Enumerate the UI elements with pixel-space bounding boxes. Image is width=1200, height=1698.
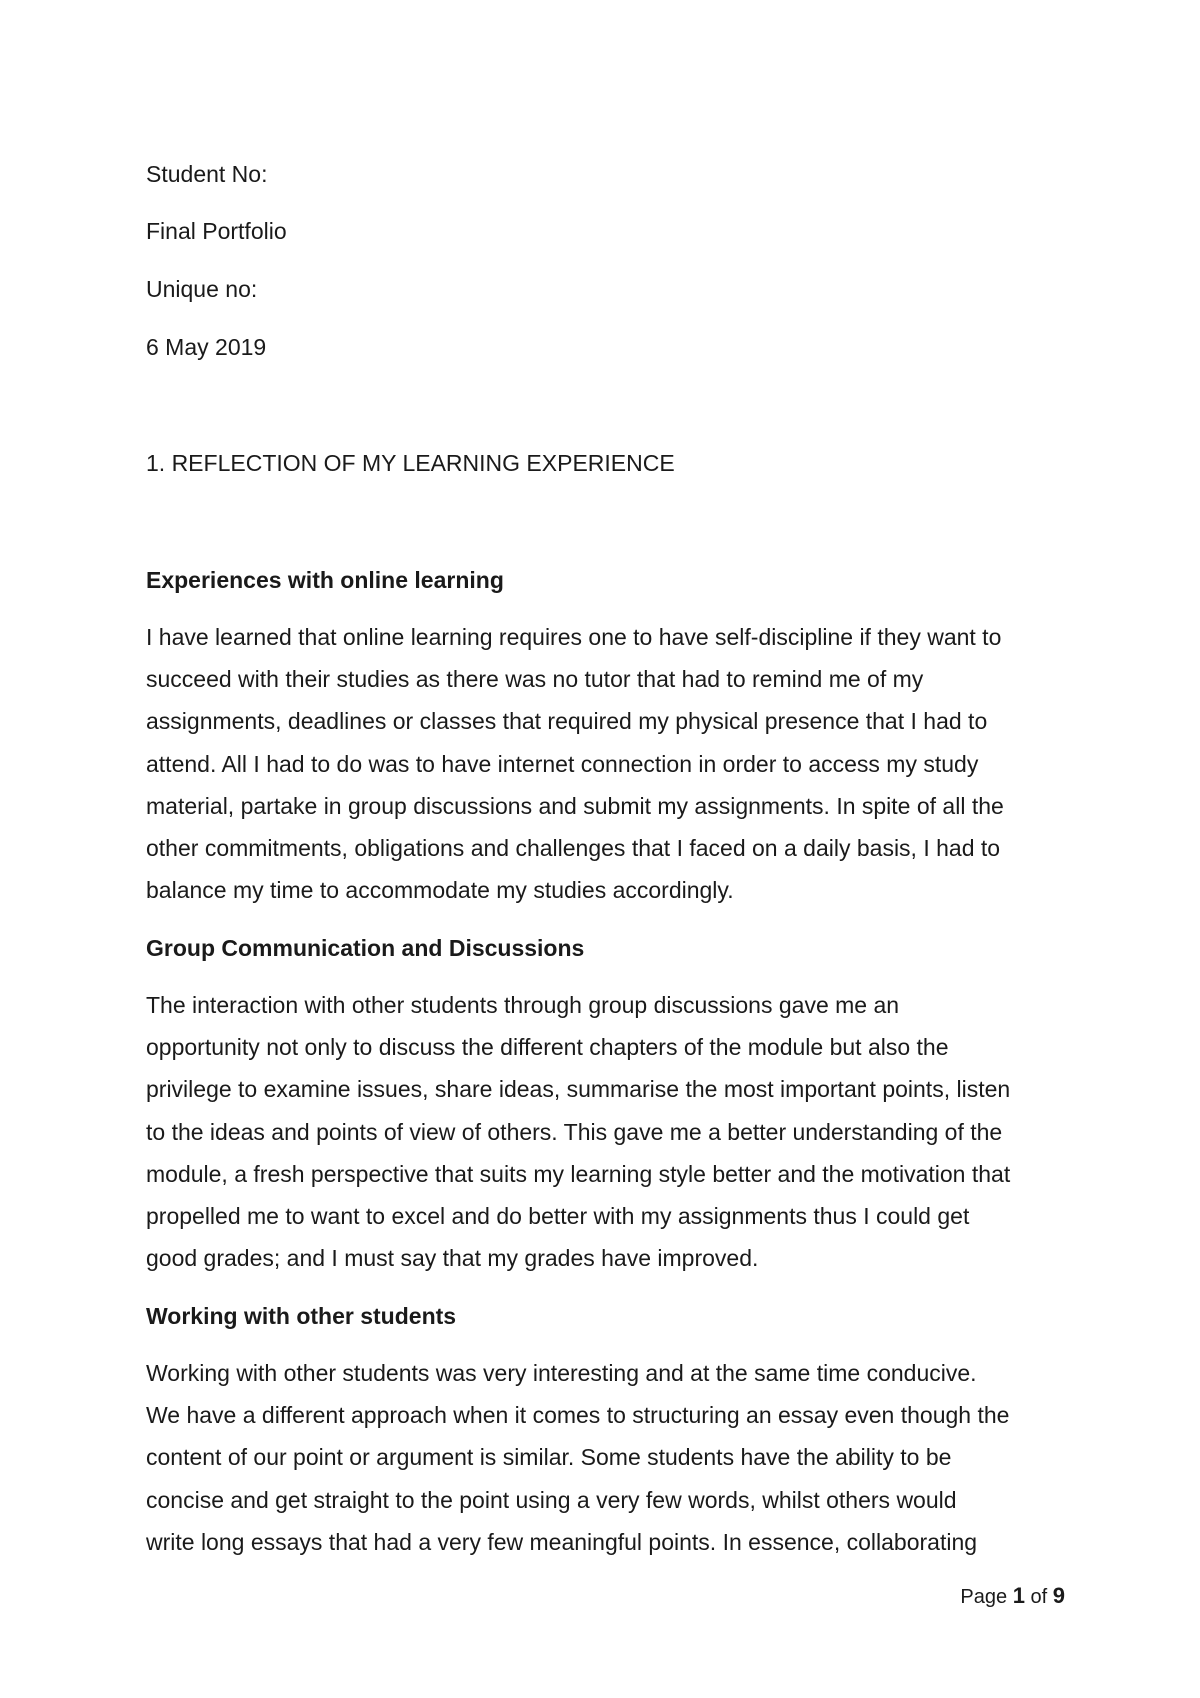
page-number-footer (960, 1583, 1065, 1609)
paragraph-line: succeed with their studies as there was no tutor that had to remind me of my (146, 666, 924, 693)
paragraph-group-communication (146, 984, 1066, 1279)
document-date: 6 May 2019 (146, 334, 267, 360)
paragraph-line: assignments, deadlines or classes that required my physical presence that I had to (146, 708, 988, 735)
paragraph-line: attend. All I had to do was to have internet connection in order to access my study (146, 750, 979, 777)
student-no-label: Student No: (146, 161, 268, 187)
section-title: 1. REFLECTION OF MY LEARNING EXPERIENCE (146, 450, 675, 476)
heading-working-with-students: Working with other students (146, 1303, 457, 1329)
paragraph-line: opportunity not only to discuss the different chapters of the module but also the (146, 1034, 949, 1061)
of-word: of (1030, 1586, 1048, 1608)
paragraph-line: I have learned that online learning requires one to have self-discipline if they want to (146, 624, 1002, 650)
paragraph-line: balance my time to accommodate my studies accordingly. (146, 877, 734, 904)
paragraph-line: write long essays that had a very few meaningful points. In essence, collaborating (146, 1528, 978, 1555)
unique-no-label: Unique no: (146, 276, 258, 302)
paragraph-line: We have a different approach when it comes to structuring an essay even though the (146, 1402, 1010, 1429)
paragraph-line: module, a fresh perspective that suits my learning style better and the motivation that (146, 1160, 1011, 1187)
paragraph-working-with-students (146, 1352, 1066, 1563)
page-current: 1 (1012, 1583, 1025, 1608)
paragraph-online-learning (146, 616, 1066, 911)
paragraph-line: good grades; and I must say that my grades have improved. (146, 1245, 759, 1272)
paragraph-line: material, partake in group discussions and submit my assignments. In spite of all the (146, 792, 1004, 819)
paragraph-line: The interaction with other students through group discussions gave me an (146, 992, 900, 1018)
paragraph-line: content of our point or argument is similar. Some students have the ability to be (146, 1444, 952, 1471)
page-total: 9 (1052, 1583, 1065, 1608)
paragraph-line: Working with other students was very interesting and at the same time conducive. (146, 1360, 977, 1386)
paragraph-line: to the ideas and points of view of others. This gave me a better understanding of the (146, 1118, 1003, 1145)
heading-online-learning: Experiences with online learning (146, 567, 504, 593)
portfolio-title: Final Portfolio (146, 218, 287, 244)
paragraph-line: propelled me to want to excel and do better with my assignments thus I could get (146, 1202, 970, 1229)
heading-group-communication: Group Communication and Discussions (146, 935, 585, 961)
page-word: Page (960, 1586, 1008, 1608)
paragraph-line: privilege to examine issues, share ideas, summarise the most important points, listen (146, 1076, 1011, 1103)
paragraph-line: other commitments, obligations and challenges that I faced on a daily basis, I had to (146, 834, 1001, 861)
paragraph-line: concise and get straight to the point using a very few words, whilst others would (146, 1486, 957, 1513)
